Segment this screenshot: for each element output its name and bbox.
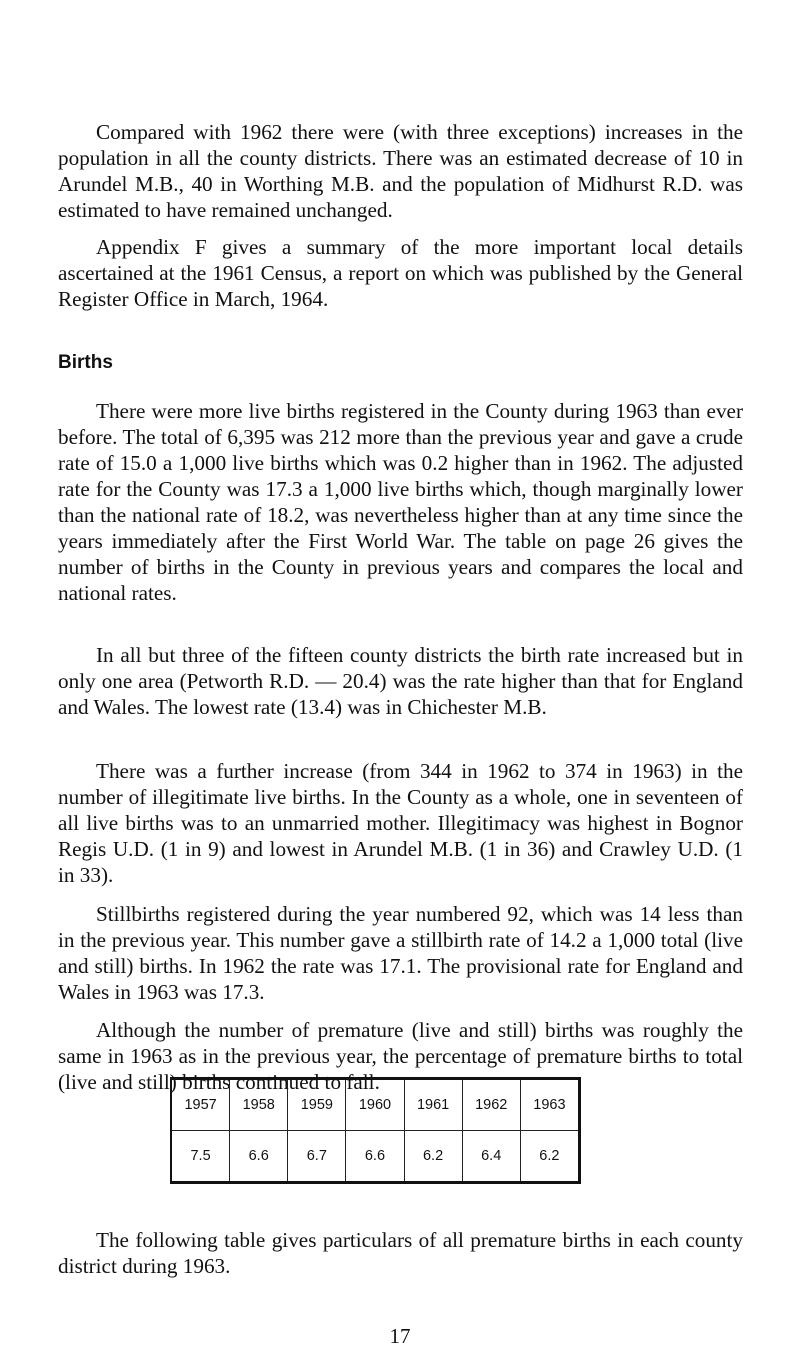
table-cell-value: 7.5 (171, 1131, 230, 1183)
page-number: 17 (389, 1324, 411, 1348)
table-cell-value: 6.2 (520, 1131, 579, 1183)
paragraph-following-table: The following table gives particulars of all premature births in each county district during 1963. (58, 1228, 743, 1278)
table-cell-year: 1963 (520, 1079, 579, 1131)
paragraph-live-births: There were more live births registered in the County during 1963 than ever before. The total of 6,395 was 212 more than the previous year and gave a crude rate of 15.0 a 1,000 live births which was 0.2 higher than in 1962. The adjusted rate for the County was 17.3 a 1,000 live births which, though marginally lower than the national rate of 18.2, was nevertheless higher than at any time since the years immediately after the First World War. The table on page 26 gives the number of births in the County in previous years and compares the local and national rates. (58, 399, 743, 605)
table-cell-value: 6.7 (288, 1131, 346, 1183)
table-row-years (171, 1079, 580, 1131)
table-cell-value: 6.6 (346, 1131, 404, 1183)
premature-births-table (170, 1077, 581, 1181)
section-heading-births: Births (58, 352, 113, 373)
paragraph-birth-rate-districts: In all but three of the fifteen county districts the birth rate increased but in only one area (Petworth R.D. — 20.4) was the rate higher than that for England and Wales. The lowest rate (13.4) was in Chichester M.B. (58, 643, 743, 719)
table-cell-year: 1958 (230, 1079, 288, 1131)
paragraph-census: Appendix F gives a summary of the more important local details ascertained at the 1961 Census, a report on which was published by the General Register Office in March, 1964. (58, 235, 743, 311)
table-cell-value: 6.6 (230, 1131, 288, 1183)
table-cell-value: 6.4 (462, 1131, 520, 1183)
table-cell-value: 6.2 (404, 1131, 462, 1183)
table-cell-year: 1959 (288, 1079, 346, 1131)
paragraph-population: Compared with 1962 there were (with three exceptions) increases in the population in all the county districts. There was an estimated decrease of 10 in Arundel M.B., 40 in Worthing M.B. and the population of Midhurst R.D. was estimated to have remained unchanged. (58, 120, 743, 222)
rates-table (170, 1077, 581, 1184)
paragraph-illegitimate-births: There was a further increase (from 344 in 1962 to 374 in 1963) in the number of illegitimate live births. In the County as a whole, one in seventeen of all live births was to an unmarried mother. Illegitimacy was highest in Bognor Regis U.D. (1 in 9) and lowest in Arundel M.B. (1 in 36) and Crawley U.D. (1 in 33). (58, 759, 743, 887)
paragraph-premature-births: Although the number of premature (live and still) births was roughly the same in 1963 as in the previous year, the percentage of premature births to total (live and still) births continued to fall. (58, 1018, 743, 1094)
paragraph-stillbirths: Stillbirths registered during the year numbered 92, which was 14 less than in the previous year. This number gave a stillbirth rate of 14.2 a 1,000 total (live and still) births. In 1962 the rate was 17.1. The provisional rate for England and Wales in 1963 was 17.3. (58, 902, 743, 1004)
table-row-values (171, 1131, 580, 1183)
table-cell-year: 1961 (404, 1079, 462, 1131)
table-cell-year: 1960 (346, 1079, 404, 1131)
table-cell-year: 1962 (462, 1079, 520, 1131)
table-cell-year: 1957 (171, 1079, 230, 1131)
